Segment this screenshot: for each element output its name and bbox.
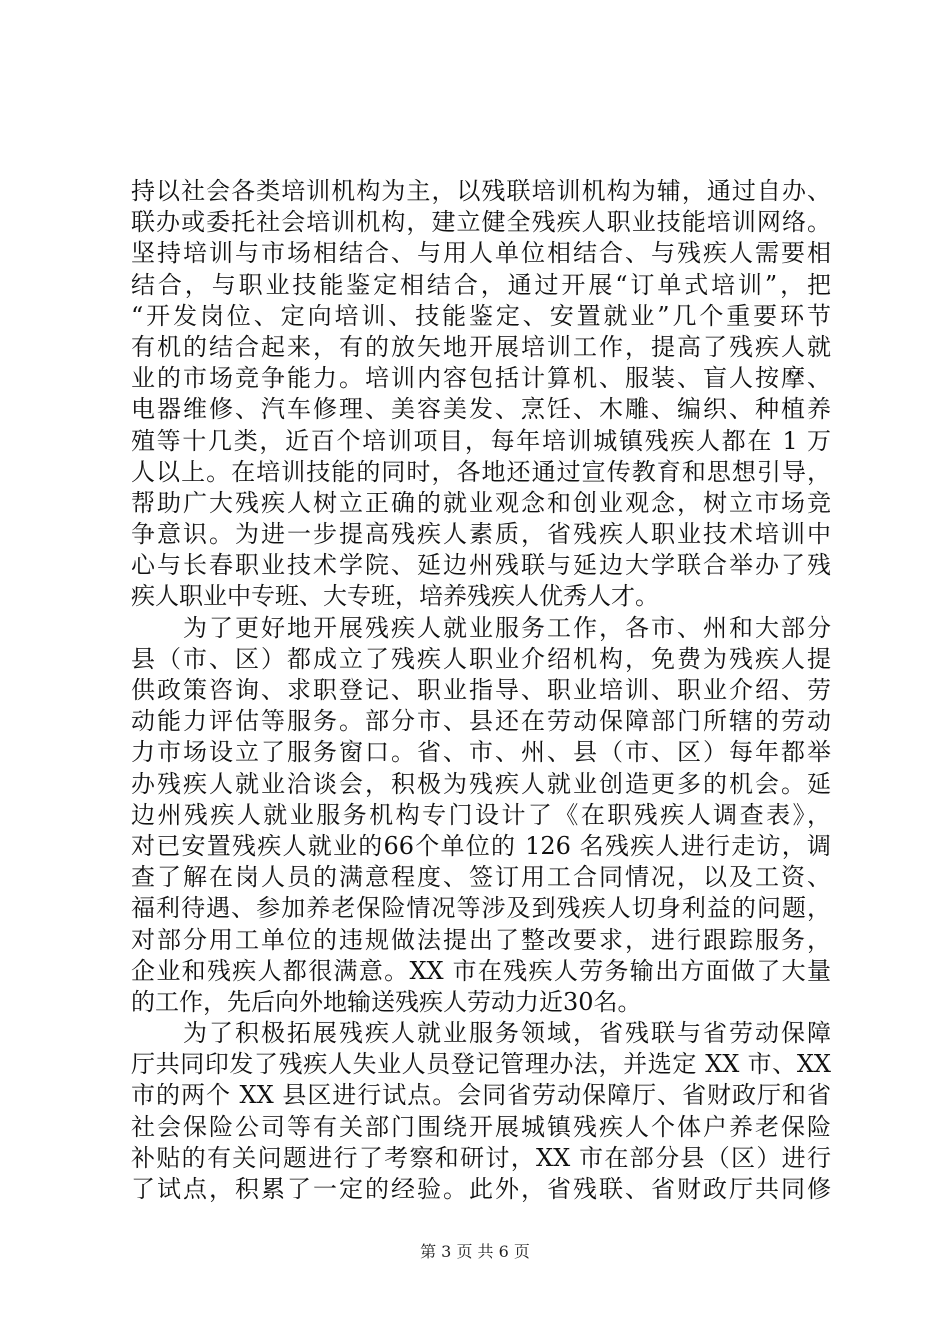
- text-line: 人以上。在培训技能的同时，各地还通过宣传教育和思想引导，: [131, 457, 831, 486]
- text-line: 福利待遇、参加养老保险情况等涉及到残疾人切身利益的问题，: [131, 894, 831, 923]
- body-text: [131, 176, 831, 1205]
- text-line: 疾人职业中专班、大专班，培养残疾人优秀人才。: [131, 582, 659, 611]
- text-line: 力市场设立了服务窗口。省、市、州、县（市、区）每年都举: [131, 738, 831, 767]
- text-line: 动能力评估等服务。部分市、县还在劳动保障部门所辖的劳动: [131, 707, 831, 736]
- text-line: 厅共同印发了残疾人失业人员登记管理办法，并选定 XX 市、XX: [131, 1050, 831, 1079]
- text-line: 心与长春职业技术学院、延边州残联与延边大学联合举办了残: [131, 551, 831, 580]
- text-line: 争意识。为进一步提高残疾人素质，省残疾人职业技术培训中: [131, 520, 831, 549]
- text-line: 社会保险公司等有关部门围绕开展城镇残疾人个体户养老保险: [131, 1112, 831, 1141]
- text-line: 的工作，先后向外地输送残疾人劳动力近30名。: [131, 987, 642, 1016]
- text-line: 结合，与职业技能鉴定相结合，通过开展“订单式培训”，把: [131, 270, 831, 299]
- text-line: 了试点，积累了一定的经验。此外，省残联、省财政厅共同修: [131, 1175, 831, 1203]
- text-line: 坚持培训与市场相结合、与用人单位相结合、与残疾人需要相: [131, 239, 831, 268]
- text-line: 殖等十几类，近百个培训项目，每年培训城镇残疾人都在 1 万: [131, 426, 831, 455]
- text-line: 办残疾人就业洽谈会，积极为残疾人就业创造更多的机会。延: [131, 769, 831, 798]
- text-line: 电器维修、汽车修理、美容美发、烹饪、木雕、编织、种植养: [131, 395, 831, 424]
- text-line: 市的两个 XX 县区进行试点。会同省劳动保障厅、省财政厅和省: [131, 1081, 831, 1110]
- text-line: 为了更好地开展残疾人就业服务工作，各市、州和大部分: [131, 613, 831, 642]
- text-line: 边州残疾人就业服务机构专门设计了《在职残疾人调查表》，: [131, 800, 831, 829]
- text-line: 业的市场竞争能力。培训内容包括计算机、服装、盲人按摩、: [131, 364, 831, 393]
- text-line: 对已安置残疾人就业的66个单位的 126 名残疾人进行走访，调: [131, 831, 831, 860]
- text-line: 对部分用工单位的违规做法提出了整改要求，进行跟踪服务，: [131, 925, 831, 954]
- text-line: 帮助广大残疾人树立正确的就业观念和创业观念，树立市场竞: [131, 488, 831, 517]
- text-line: 有机的结合起来，有的放矢地开展培训工作，提高了残疾人就: [131, 332, 831, 361]
- text-line: 供政策咨询、求职登记、职业指导、职业培训、职业介绍、劳: [131, 676, 831, 704]
- text-line: 补贴的有关问题进行了考察和研讨，XX 市在部分县（区）进行: [131, 1143, 831, 1172]
- text-line: 为了积极拓展残疾人就业服务领域，省残联与省劳动保障: [131, 1019, 831, 1048]
- text-line: 持以社会各类培训机构为主，以残联培训机构为辅，通过自办、: [131, 177, 831, 205]
- text-line: “开发岗位、定向培训、技能鉴定、安置就业”几个重要环节: [131, 301, 831, 330]
- text-line: 联办或委托社会培训机构，建立健全残疾人职业技能培训网络。: [131, 208, 831, 237]
- text-line: 企业和残疾人都很满意。XX 市在残疾人劳务输出方面做了大量: [131, 956, 831, 985]
- page-footer: 第 3 页 共 6 页: [420, 1242, 530, 1261]
- text-line: 查了解在岗人员的满意程度、签订用工合同情况，以及工资、: [131, 863, 831, 892]
- text-line: 县（市、区）都成立了残疾人职业介绍机构，免费为残疾人提: [131, 644, 831, 673]
